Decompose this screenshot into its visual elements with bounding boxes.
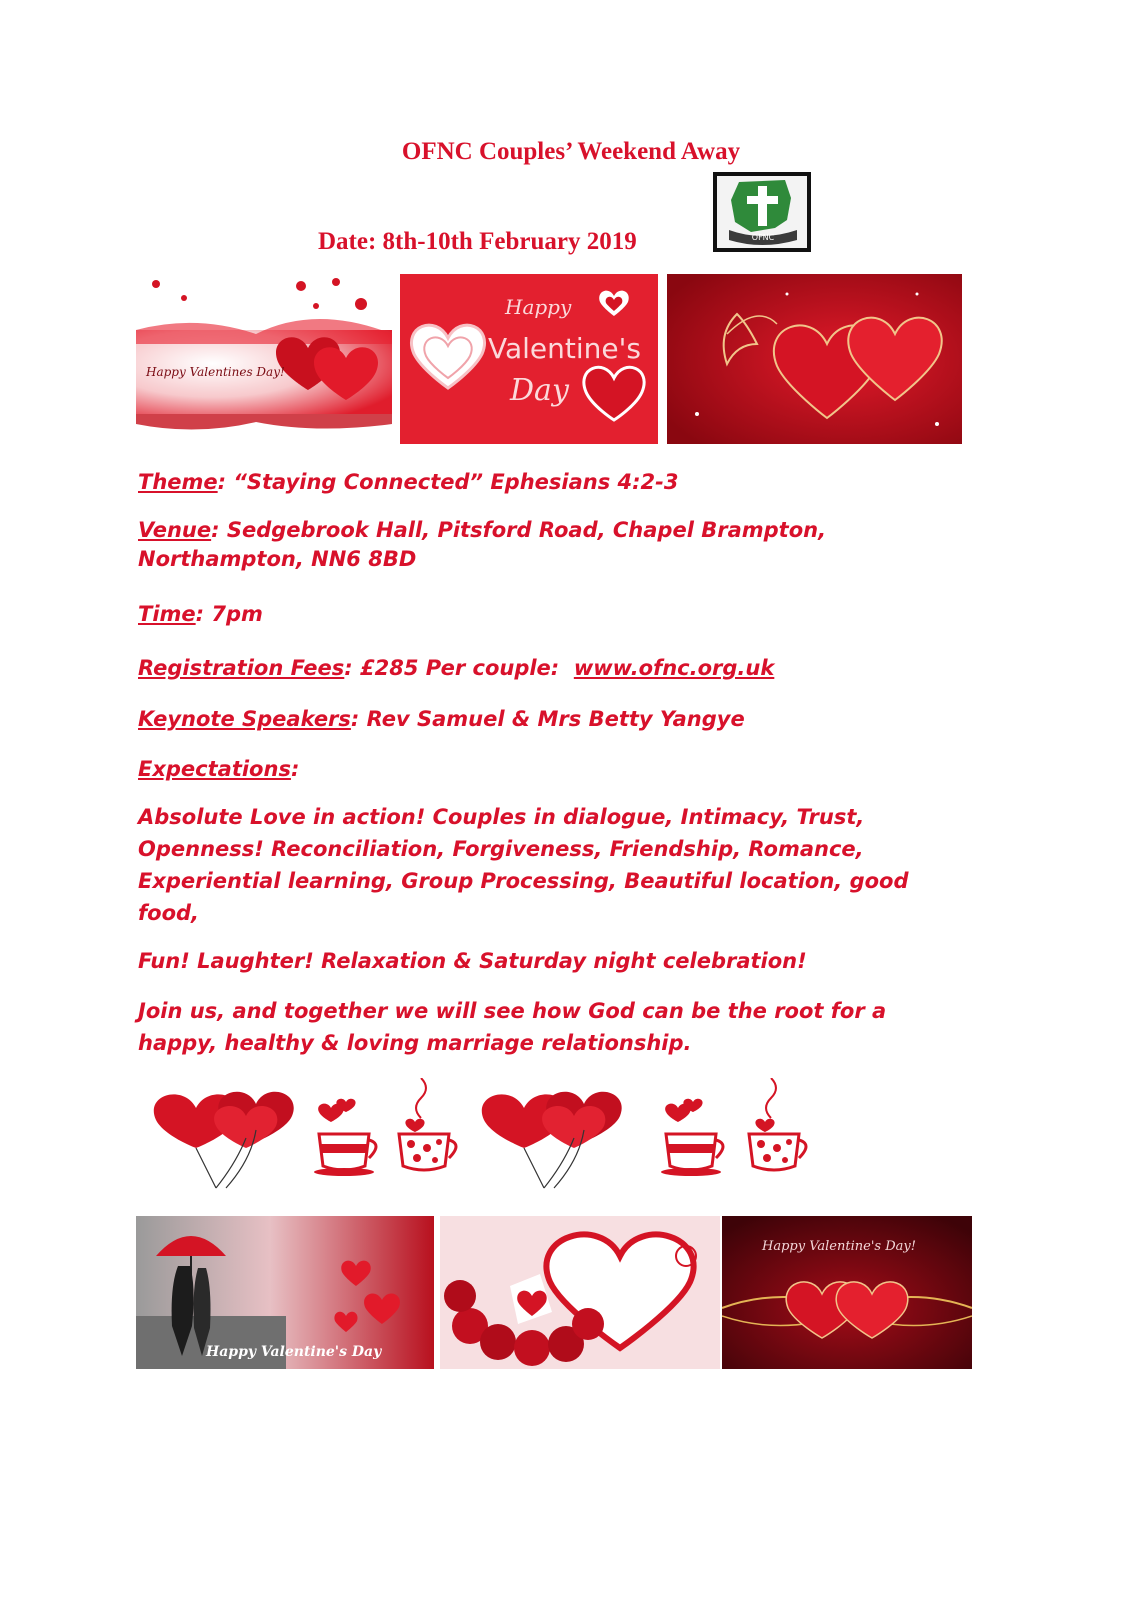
fees-label: Registration Fees — [138, 656, 345, 680]
rose-heart-frame-image — [440, 1216, 720, 1369]
card-caption-top: Happy — [505, 295, 572, 319]
theme-label: Theme — [138, 470, 218, 494]
time-value: : 7pm — [195, 602, 263, 626]
expectations-paragraph: Absolute Love in action! Couples in dialogue, Intimacy, Trust, Openness! Reconciliation, Forgiveness, Friendship, Romance, Experiential learning, Group Processing, Beautiful location, good food, — [138, 805, 909, 925]
expectations-colon: : — [290, 757, 300, 781]
time-line — [138, 598, 998, 630]
golden-hearts-image — [722, 1216, 972, 1369]
coffee-cup-icon — [661, 1099, 723, 1176]
decorative-hearts-row — [136, 1078, 836, 1198]
page-title: OFNC Couples’ Weekend Away — [401, 138, 741, 165]
heart-balloons-icon — [482, 1092, 622, 1188]
valentines-day-card-image — [400, 274, 658, 444]
venue-line — [138, 516, 898, 574]
banner-caption: Happy Valentines Day! — [146, 365, 285, 379]
fees-line — [138, 652, 998, 684]
logo-text: OFNC — [751, 233, 775, 242]
golden-caption: Happy Valentine's Day! — [762, 1239, 916, 1254]
fun-paragraph: Fun! Laughter! Relaxation & Saturday night celebration! — [138, 949, 807, 973]
umbrella-caption: Happy Valentine's Day — [206, 1344, 382, 1360]
coffee-cup-icon — [314, 1099, 376, 1176]
time-label: Time — [138, 602, 196, 626]
polka-dot-cup-icon — [749, 1078, 806, 1170]
fees-value: : £285 Per couple: — [344, 656, 574, 680]
expectations-label: Expectations — [138, 757, 291, 781]
join-paragraph: Join us, and together we will see how God can be the root for a happy, healthy & loving marriage relationship. — [138, 999, 887, 1055]
cross-map-icon — [717, 176, 807, 248]
speakers-line — [138, 703, 998, 735]
theme-line — [138, 466, 998, 498]
speakers-value: : Rev Samuel & Mrs Betty Yangye — [350, 707, 745, 731]
expectations-line — [138, 753, 998, 785]
filigree-hearts-bird-image — [667, 274, 962, 444]
theme-value: : “Staying Connected” Ephesians 4:2-3 — [217, 470, 679, 494]
speakers-label: Keynote Speakers — [138, 707, 351, 731]
couple-red-umbrella-image — [136, 1216, 434, 1369]
venue-value: : Sedgebrook Hall, Pitsford Road, Chapel Brampton, Northampton, NN6 8BD — [138, 518, 827, 571]
card-caption-mid: Valentine's — [488, 332, 641, 365]
venue-label: Venue — [138, 518, 212, 542]
hearts-banner-image — [136, 274, 392, 442]
website-link[interactable]: www.ofnc.org.uk — [573, 656, 775, 680]
heart-balloons-icon — [154, 1092, 294, 1188]
polka-dot-cup-icon — [399, 1078, 456, 1170]
ofnc-logo — [713, 172, 811, 252]
event-date: Date: 8th-10th February 2019 — [318, 228, 637, 255]
card-caption-bot: Day — [510, 373, 569, 408]
